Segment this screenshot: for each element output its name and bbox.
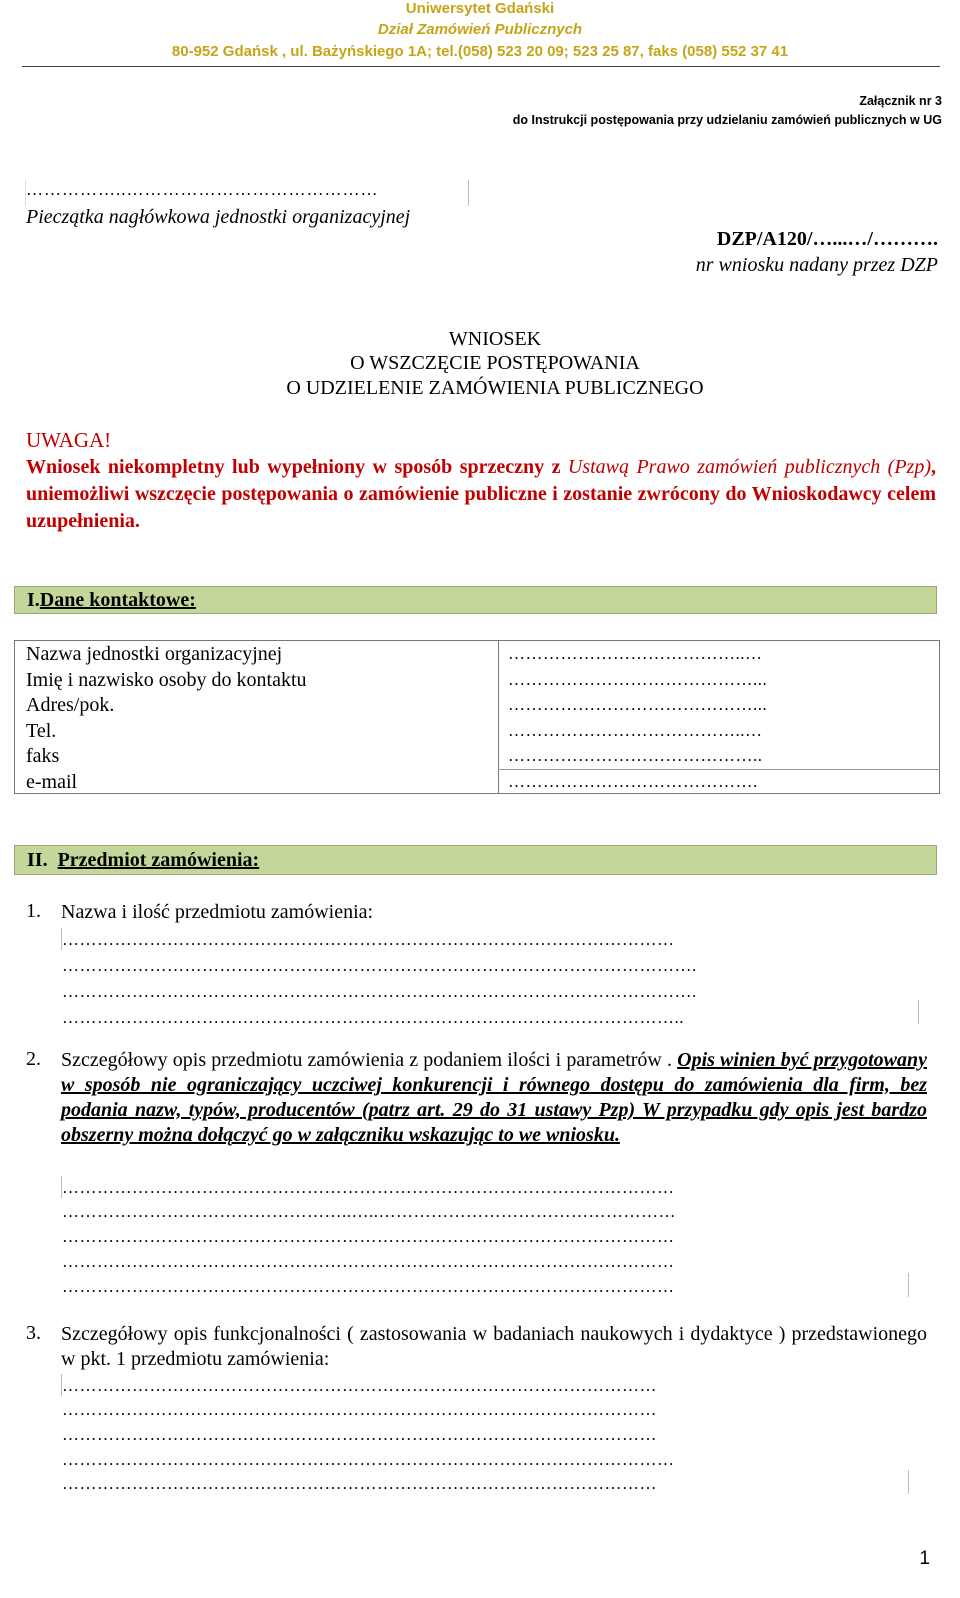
item-3: [26, 1322, 936, 1374]
contact-labels-column: [15, 641, 499, 793]
answer-box-left-edge: [61, 928, 62, 950]
answer-box-right-edge: [918, 1000, 919, 1024]
answer-line[interactable]: …………………………………………..…..……………………………………………: [62, 1202, 676, 1221]
answer-line[interactable]: ……………………………………………………………………………………………….: [62, 956, 697, 975]
stamp-label: Pieczątka nagłówkowa jednostki organizacyjnej: [26, 206, 411, 228]
warning-law-name: Ustawą Prawo zamówień publicznych (Pzp): [567, 456, 931, 478]
answer-line[interactable]: ……………………………………………………………………………………………: [62, 1450, 675, 1469]
contact-value-field[interactable]: ……………………………………...: [508, 695, 768, 714]
answer-line[interactable]: …………………………………………………………………………………………: [62, 1376, 657, 1395]
item-1: [26, 900, 936, 926]
answer-line[interactable]: ……………………………………………………………………………………………: [62, 1178, 675, 1197]
answer-line[interactable]: ……………………………………………………………………………………………: [62, 1227, 675, 1246]
contact-label: e-mail: [26, 771, 78, 793]
item-number: 3.: [26, 1322, 41, 1344]
document-title-line3: O UDZIELENIE ZAMÓWIENIA PUBLICZNEGO: [286, 377, 704, 399]
annex-number: Załącznik nr 3: [859, 94, 942, 108]
item-requirement: Opis winien być przygotowany w sposób nie ograniczający uczciwej konkurencji i równego dostępu do zamówienia dla firm, bez podania nazw, typów, producentów (patrz art. 29 do 31 ustawy Pzp) W przypadku gdy opis jest bardzo obszerny można dołączyć go w załączniku wskazując to we wniosku.: [61, 1049, 927, 1146]
item-text: Szczegółowy opis funkcjonalności ( zastosowania w badaniach naukowych i dydaktyce ) przedstawionego w pkt. 1 przedmiotu zamówienia:: [61, 1323, 927, 1370]
warning-part2: , uniemożliwi wszczęcie postępowania o zamówienie publiczne i zostanie zwrócony do Wnioskodawcy celem uzupełnienia.: [26, 456, 936, 532]
stamp-field[interactable]: ……………..……………………………………: [26, 180, 379, 199]
answer-line[interactable]: ……………………………………………………………………………………………: [62, 1277, 675, 1296]
section-title: Przedmiot zamówienia:: [57, 849, 260, 871]
contact-label: Nazwa jednostki organizacyjnej: [26, 643, 283, 665]
dzp-request-number-label: nr wniosku nadany przez DZP: [695, 254, 938, 276]
answer-line[interactable]: ……………………………………………………………………………………………….: [62, 982, 697, 1001]
table-row-divider: [498, 769, 940, 770]
answer-line[interactable]: ……………………………………………………………………………………………..: [62, 1008, 684, 1027]
section-number: II.: [27, 849, 48, 871]
contact-label: Imię i nazwisko osoby do kontaktu: [26, 669, 307, 691]
answer-box-right-edge: [908, 1470, 909, 1494]
contact-values-column: [498, 641, 940, 793]
warning-heading: UWAGA!: [26, 428, 112, 452]
stamp-field-right-edge: [468, 180, 469, 206]
item-text: Nazwa i ilość przedmiotu zamówienia:: [61, 901, 374, 923]
answer-line[interactable]: ……………………………………………………………………………………………: [62, 1252, 675, 1271]
item-2: [26, 1048, 936, 1174]
answer-line[interactable]: …………………………………………………………………………………………: [62, 1474, 657, 1493]
contact-label: Tel.: [26, 720, 57, 742]
document-title-line1: WNIOSEK: [448, 328, 542, 350]
dzp-request-number[interactable]: DZP/A120/…...…/……….: [716, 228, 938, 250]
answer-line[interactable]: …………………………………………………………………………………………: [62, 1425, 657, 1444]
contact-label: faks: [26, 745, 60, 767]
answer-box-right-edge: [908, 1273, 909, 1297]
university-address: 80-952 Gdańsk , ul. Bażyńskiego 1A; tel.(058) 523 20 09; 523 25 87, faks (058) 552 37 41: [171, 43, 789, 60]
contact-value-field[interactable]: …………………………………..…: [508, 644, 763, 663]
section-subject-header: [14, 845, 937, 875]
document-title-line2: O WSZCZĘCIE POSTĘPOWANIA: [350, 352, 640, 374]
warning-text: [26, 454, 936, 535]
department-name: Dział Zamówień Publicznych: [377, 21, 583, 38]
contact-value-field[interactable]: ……………………………………..: [508, 746, 763, 765]
answer-line[interactable]: …………………………………………………………………………………………: [62, 1400, 657, 1419]
university-name: Uniwersytet Gdański: [405, 0, 555, 17]
item-description: Szczegółowy opis przedmiotu zamówienia z podaniem ilości i parametrów .: [61, 1049, 678, 1071]
item-number: 1.: [26, 900, 41, 922]
item-text: [61, 1048, 927, 1148]
section-number: I.: [27, 589, 40, 611]
contact-value-field[interactable]: …………………………………….: [508, 772, 758, 791]
warning-part1: Wniosek niekompletny lub wypełniony w sposób sprzeczny z: [26, 456, 568, 478]
answer-box-left-edge: [61, 1176, 62, 1198]
section-contact-header: [14, 586, 937, 614]
section-title: Dane kontaktowe:: [39, 589, 196, 611]
page-number: 1: [919, 1548, 930, 1569]
item-number: 2.: [26, 1048, 41, 1070]
annex-reference: do Instrukcji postępowania przy udzielaniu zamówień publicznych w UG: [512, 113, 942, 127]
header-divider: [22, 66, 940, 67]
answer-box-left-edge: [61, 1374, 62, 1396]
contact-value-field[interactable]: …………………………………..…: [508, 721, 763, 740]
answer-line[interactable]: ……………………………………………………………………………………………: [62, 930, 675, 949]
contact-label: Adres/pok.: [26, 694, 115, 716]
contact-value-field[interactable]: ……………………………………...: [508, 670, 768, 689]
contact-table: [14, 640, 940, 794]
